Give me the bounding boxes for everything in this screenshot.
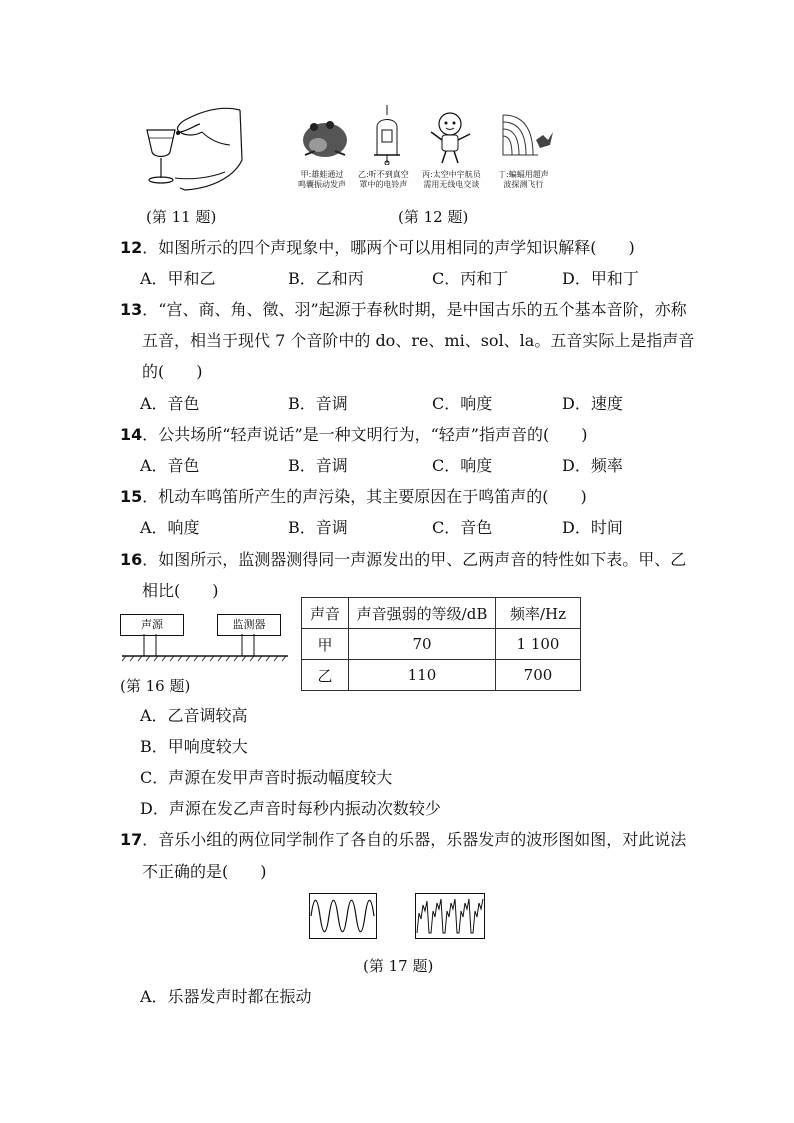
option-b: B．乙和丙 bbox=[288, 269, 364, 288]
table-header-cell: 声音 bbox=[302, 598, 349, 629]
option-c: C．响度 bbox=[432, 456, 493, 475]
option-a: A．甲和乙 bbox=[140, 269, 216, 288]
option-c: C．丙和丁 bbox=[432, 269, 509, 288]
option-c: C．音色 bbox=[432, 518, 493, 537]
question-12-stem: 12．如图所示的四个声现象中，哪两个可以用相同的声学知识解释( ) bbox=[120, 238, 635, 257]
option-d: D．时间 bbox=[562, 518, 623, 537]
option-a: A．音色 bbox=[140, 394, 200, 413]
question-13-line2: 五音，相当于现代 7 个音阶中的 do、re、mi、sol、la。五音实际上是指声音 bbox=[142, 331, 695, 350]
table-cell: 甲 bbox=[302, 629, 349, 660]
option-a: A．响度 bbox=[140, 518, 200, 537]
option-a: A．音色 bbox=[140, 456, 200, 475]
table-row bbox=[302, 660, 581, 691]
table-cell: 110 bbox=[349, 660, 496, 691]
table-header-cell: 频率/Hz bbox=[496, 598, 581, 629]
fig12-label-bing: 丙:太空中宇航员 需用无线电交谈 bbox=[422, 170, 481, 189]
table-cell: 70 bbox=[349, 629, 496, 660]
question-14-stem: 14．公共场所“轻声说话”是一种文明行为，“轻声”指声音的( ) bbox=[120, 425, 588, 444]
question-16-option-a: A．乙音调较高 bbox=[140, 706, 248, 725]
table-cell: 乙 bbox=[302, 660, 349, 691]
question-16-stem: 16．如图所示，监测器测得同一声源发出的甲、乙两声音的特性如下表。甲、乙 bbox=[120, 550, 687, 569]
fig12-bat-ultrasound-icon bbox=[498, 110, 558, 165]
fig12-caption: (第 12 题) bbox=[398, 208, 469, 226]
table-header-row bbox=[302, 598, 581, 629]
option-d: D．甲和丁 bbox=[562, 269, 639, 288]
option-c: C．响度 bbox=[432, 394, 493, 413]
fig12-label-ding: 丁:蝙蝠用超声 波探测飞行 bbox=[498, 170, 549, 189]
question-16-option-c: C．声源在发甲声音时振动幅度较大 bbox=[140, 768, 393, 787]
fig16-caption: (第 16 题) bbox=[120, 677, 191, 695]
waveform-sine-figure bbox=[309, 893, 377, 939]
table-cell: 1 100 bbox=[496, 629, 581, 660]
waveform-complex-figure bbox=[415, 893, 485, 939]
option-b: B．音调 bbox=[288, 518, 348, 537]
option-d: D．速度 bbox=[562, 394, 623, 413]
fig12-astronaut-icon bbox=[428, 110, 473, 165]
question-13-line3: 的( ) bbox=[142, 362, 203, 381]
question-17-line2: 不正确的是( ) bbox=[142, 862, 267, 881]
table-row bbox=[302, 629, 581, 660]
table-cell: 700 bbox=[496, 660, 581, 691]
monitor-box: 监测器 bbox=[217, 614, 281, 636]
question-16-option-b: B．甲响度较大 bbox=[140, 737, 248, 756]
question-13-stem: 13．“宫、商、角、徵、羽”起源于春秋时期，是中国古乐的五个基本音阶，亦称 bbox=[120, 300, 687, 319]
question-16-line2: 相比( ) bbox=[142, 581, 219, 600]
fig11-caption: (第 11 题) bbox=[146, 208, 217, 226]
question-17-stem: 17．音乐小组的两位同学制作了各自的乐器，乐器发声的波形图如图，对此说法 bbox=[120, 830, 687, 849]
sound-source-box: 声源 bbox=[120, 614, 184, 636]
option-b: B．音调 bbox=[288, 394, 348, 413]
question-16-option-d: D．声源在发乙声音时每秒内振动次数较少 bbox=[140, 799, 441, 818]
sound-characteristics-table bbox=[301, 597, 581, 691]
fig12-vacuum-bell-jar-icon bbox=[372, 105, 402, 165]
question-17-option-a: A．乐器发声时都在振动 bbox=[140, 987, 312, 1006]
table-header-cell: 声音强弱的等级/dB bbox=[349, 598, 496, 629]
fig12-label-yi: 乙:听不到真空 罩中的电铃声 bbox=[358, 170, 409, 189]
fig17-caption: (第 17 题) bbox=[363, 957, 434, 975]
option-d: D．频率 bbox=[562, 456, 623, 475]
question-15-stem: 15．机动车鸣笛所产生的声污染，其主要原因在于鸣笛声的( ) bbox=[120, 487, 587, 506]
fig12-frog-icon bbox=[300, 115, 350, 160]
fig12-label-jia: 甲:雄蛙通过 鸣囊振动发声 bbox=[298, 170, 346, 189]
option-b: B．音调 bbox=[288, 456, 348, 475]
fig11-glass-hand-illustration bbox=[140, 100, 245, 195]
